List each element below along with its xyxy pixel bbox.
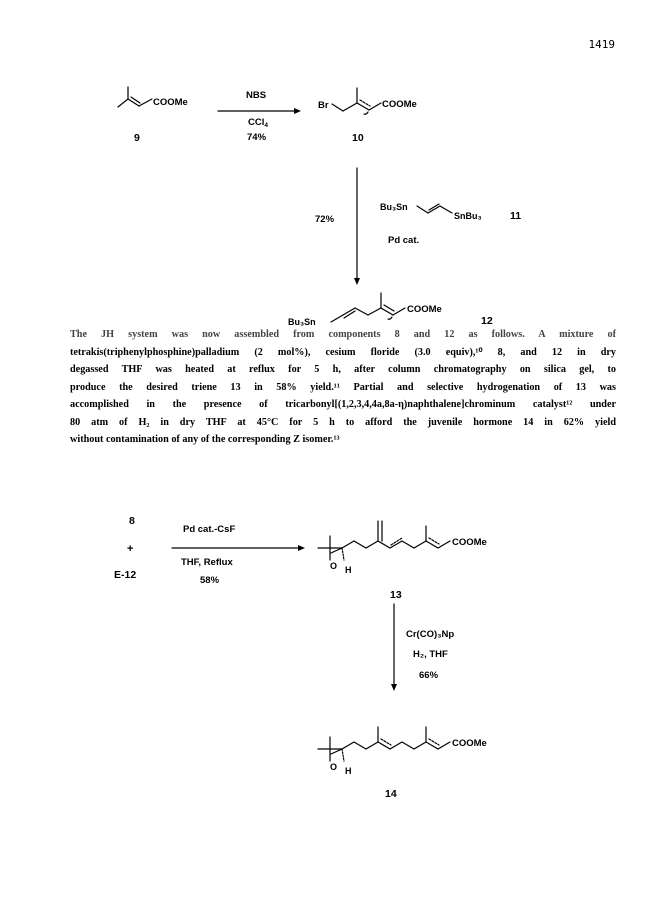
compound-10-br: Br (318, 100, 329, 111)
plus-sign: + (127, 543, 134, 555)
scheme1-reagent-nbs: NBS (246, 90, 267, 101)
compound-13-hydrogen: H (345, 565, 352, 575)
scheme2-reagent-top: Pd cat.-CsF (183, 524, 236, 535)
compound-10-label: COOMe (382, 99, 417, 110)
step2-yield: 66% (419, 670, 439, 681)
pd-catalyst: Pd cat. (388, 235, 420, 246)
step2-reagent-cr: Cr(CO)₃Np (406, 629, 455, 640)
compound-13-oxygen: O (330, 561, 338, 571)
compound-14-structure (318, 727, 450, 761)
compound-10-structure (332, 88, 381, 114)
compound-13-label: COOMe (452, 537, 487, 548)
compound-13-number: 13 (390, 589, 402, 601)
stannane-right: SnBu₃ (454, 211, 482, 221)
paragraph-line: The JH system was now assembled from components 8 and 12 as follows. A mixture of (70, 329, 616, 340)
paragraph-line: 80 atm of H₂ in dry THF at 45°C for 5 h to afford the juvenile hormone 14 in 62% yield (70, 416, 616, 428)
page-number: 1419 (588, 38, 615, 51)
compound-11-number: 11 (510, 210, 522, 222)
compound-9-label: COOMe (153, 97, 188, 108)
paragraph-line: tetrakis(triphenylphosphine)palladium (2 mol%), cesium floride (3.0 equiv),¹⁰ 8, and 12 in dry (70, 346, 616, 358)
scheme2-reagent-bottom: THF, Reflux (181, 557, 233, 568)
stannane-left: Bu₃Sn (380, 202, 408, 212)
compound-9-number: 9 (134, 132, 140, 144)
paragraph-line: without contamination of any of the corresponding Z isomer.¹³ (70, 434, 340, 445)
paragraph-line: produce the desired triene 13 in 58% yield.¹¹ Partial and selective hydrogenation of 13 was (70, 381, 616, 393)
compound-11-structure (417, 204, 452, 213)
paragraph-line: degassed THF was heated at reflux for 5 h, after column chromatography on silica gel, to (70, 364, 616, 375)
coupling-yield: 72% (315, 214, 335, 225)
compound-14-oxygen: O (330, 762, 338, 772)
scheme1-yield: 74% (247, 132, 267, 143)
scheme2-yield: 58% (200, 575, 220, 586)
compound-14-label: COOMe (452, 738, 487, 749)
paragraph-line: accomplished in the presence of tricarbonyl[(1,2,3,4,4a,8a-η)naphthalene]chrominum catalyst¹² under (70, 399, 616, 410)
step2-reagent-h2: H₂, THF (413, 649, 448, 660)
compound-9-structure (118, 87, 152, 107)
reactant-8: 8 (129, 515, 135, 527)
compound-12-structure (331, 293, 405, 322)
compound-13-structure (318, 521, 450, 560)
compound-10-number: 10 (352, 132, 364, 144)
compound-12-number: 12 (481, 315, 493, 327)
compound-12-bu3sn: Bu₃Sn (288, 317, 316, 327)
compound-14-hydrogen: H (345, 766, 352, 776)
compound-14-number: 14 (385, 788, 397, 800)
reactant-e12: E-12 (114, 569, 137, 581)
compound-12-label: COOMe (407, 304, 442, 315)
body-paragraph (70, 326, 616, 449)
scheme1-reagent-ccl4: CCl$_4$ (248, 117, 268, 129)
